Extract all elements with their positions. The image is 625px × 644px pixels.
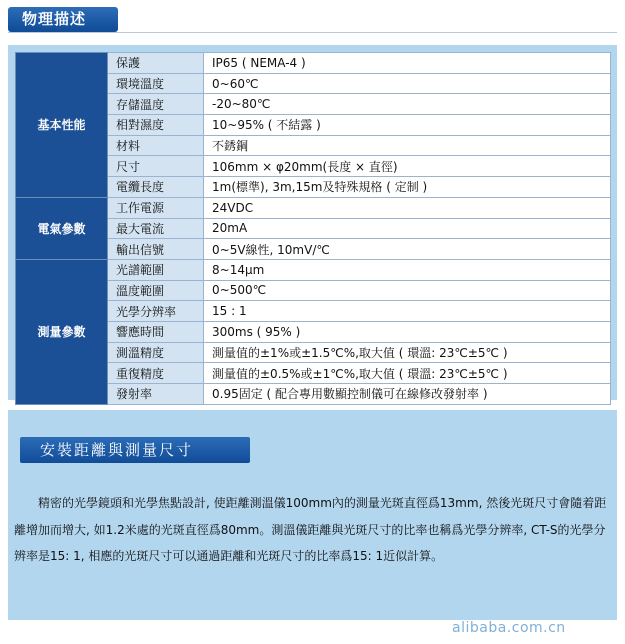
spec-table (15, 52, 611, 405)
spec-label: 重復精度 (108, 363, 204, 384)
spec-value: 0~500℃ (204, 280, 611, 301)
watermark: alibaba.com.cn (452, 620, 566, 636)
spec-label: 尺寸 (108, 156, 204, 177)
spec-row (16, 53, 611, 74)
spec-label: 測溫精度 (108, 342, 204, 363)
spec-label: 最大電流 (108, 218, 204, 239)
divider (8, 32, 617, 33)
spec-label: 光學分辨率 (108, 301, 204, 322)
spec-value: -20~80℃ (204, 94, 611, 115)
spec-value: 測量值的±1%或±1.5℃%,取大值 ( 環溫: 23℃±5℃ ) (204, 342, 611, 363)
spec-value: 0.95固定 ( 配合專用數顯控制儀可在線修改發射率 ) (204, 384, 611, 405)
spec-value: IP65 ( NEMA-4 ) (204, 53, 611, 74)
spec-value: 1m(標準), 3m,15m及特殊規格 ( 定制 ) (204, 177, 611, 198)
spec-row (16, 197, 611, 218)
spec-category: 電氣參數 (16, 197, 108, 259)
spec-label: 環境溫度 (108, 73, 204, 94)
spec-label: 材料 (108, 135, 204, 156)
spec-label: 保護 (108, 53, 204, 74)
spec-value: 0~60℃ (204, 73, 611, 94)
spec-label: 相對濕度 (108, 115, 204, 136)
spec-value: 24VDC (204, 197, 611, 218)
spec-value: 15 : 1 (204, 301, 611, 322)
spec-row (16, 259, 611, 280)
spec-label: 溫度範圍 (108, 280, 204, 301)
section-title-install: 安裝距離與測量尺寸 (20, 437, 250, 463)
spec-value: 20mA (204, 218, 611, 239)
spec-value: 106mm × φ20mm(長度 × 直徑) (204, 156, 611, 177)
spec-value: 8~14μm (204, 259, 611, 280)
spec-label: 輸出信號 (108, 239, 204, 260)
spec-value: 0~5V線性, 10mV/℃ (204, 239, 611, 260)
spec-label: 存儲溫度 (108, 94, 204, 115)
spec-value: 10~95% ( 不結露 ) (204, 115, 611, 136)
spec-label: 工作電源 (108, 197, 204, 218)
section-title-physical: 物理描述 (8, 7, 118, 32)
spec-category: 測量參數 (16, 259, 108, 404)
spec-label: 電纜長度 (108, 177, 204, 198)
install-description: 精密的光學鏡頭和光學焦點設計, 使距離測溫儀100mm內的測量光斑直徑爲13mm, 然後光斑尺寸會隨着距離增加而增大, 如1.2米處的光斑直徑爲80mm。測溫儀距離與光斑尺寸的比率也稱爲光學分辨率, CT-S的光學分辨率是15: 1, 相應的光斑尺寸可以通過距離和光斑尺寸的比率爲15: 1近似計算。 (14, 496, 607, 563)
spec-category: 基本性能 (16, 53, 108, 198)
spec-value: 300ms ( 95% ) (204, 321, 611, 342)
spec-value: 不銹鋼 (204, 135, 611, 156)
spec-value: 測量值的±0.5%或±1℃%,取大值 ( 環溫: 23℃±5℃ ) (204, 363, 611, 384)
spec-label: 光譜範圍 (108, 259, 204, 280)
spec-label: 發射率 (108, 384, 204, 405)
spec-label: 響應時間 (108, 321, 204, 342)
